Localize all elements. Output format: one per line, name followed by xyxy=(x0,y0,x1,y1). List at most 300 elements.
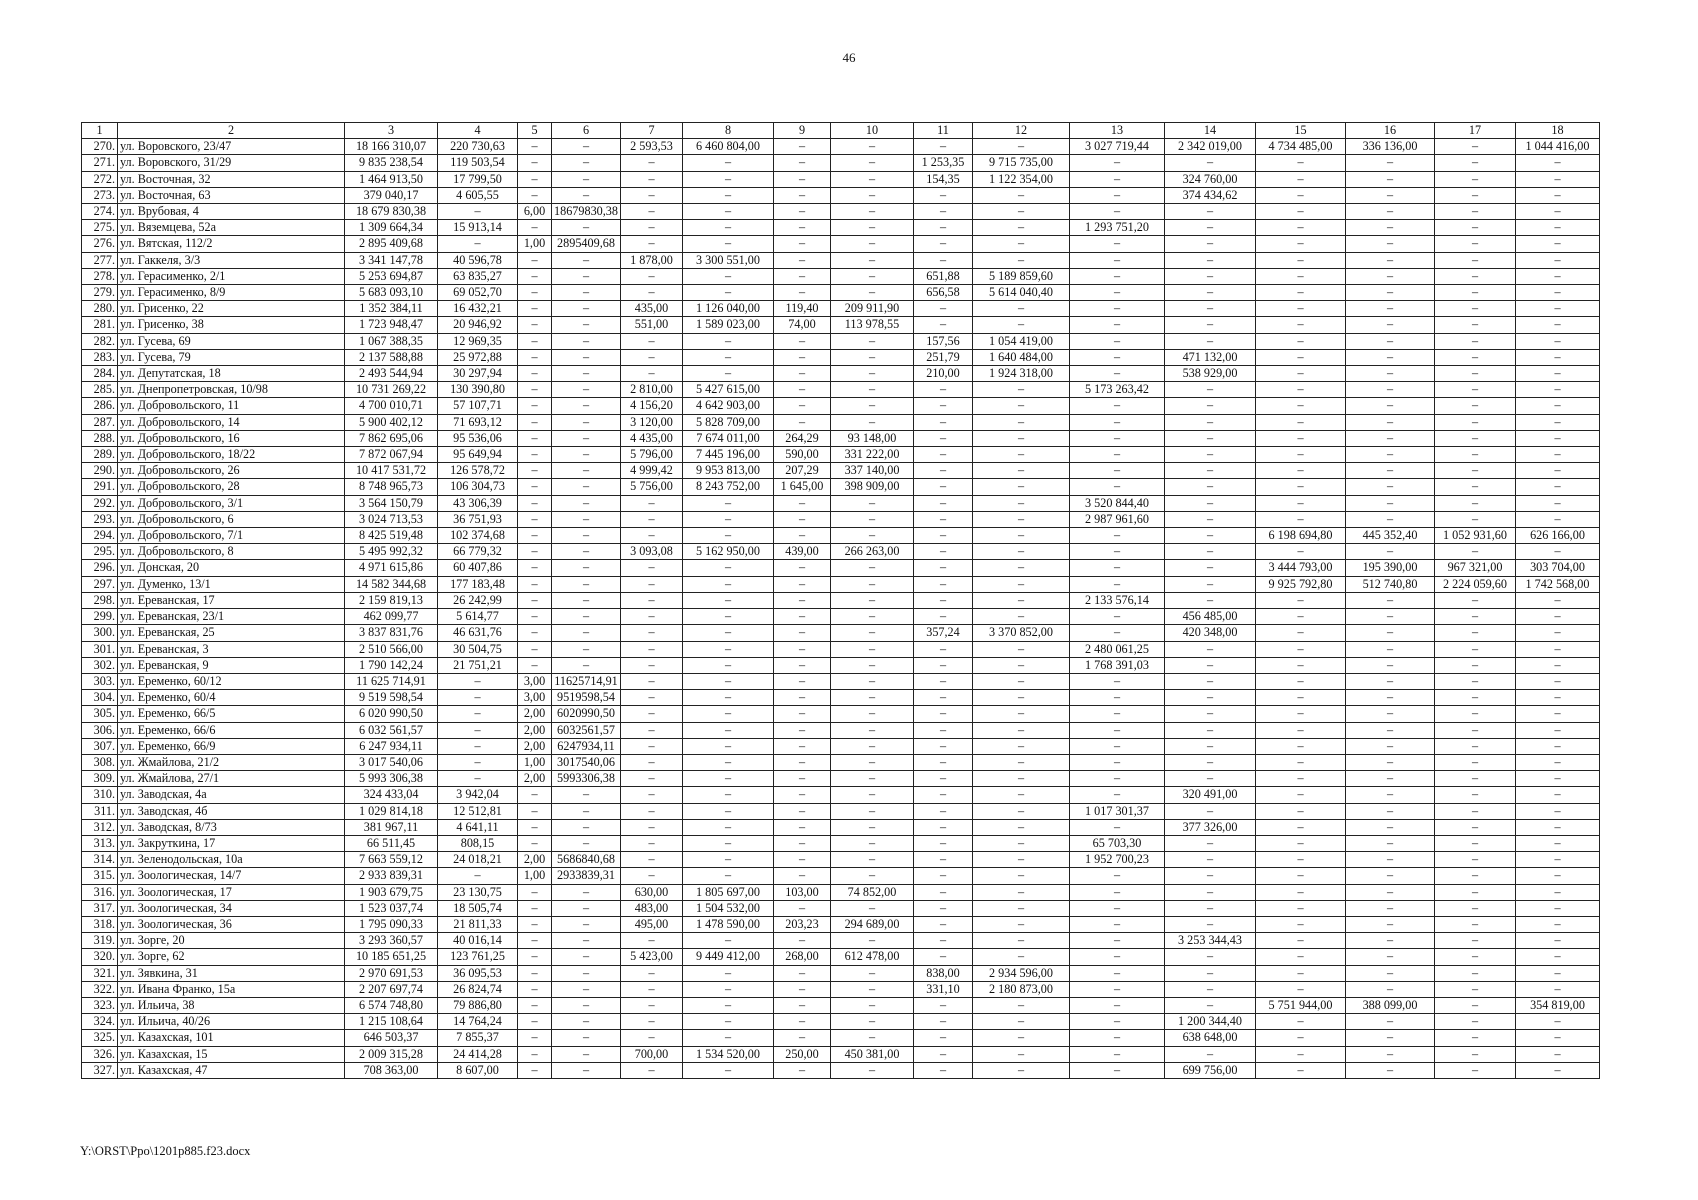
value-cell: – xyxy=(552,544,621,560)
value-cell: 5 614 040,40 xyxy=(972,285,1069,301)
value-cell: – xyxy=(518,139,552,155)
value-cell: – xyxy=(913,754,972,770)
value-cell: 266 263,00 xyxy=(830,544,913,560)
value-cell: 66 779,32 xyxy=(438,544,518,560)
value-cell: – xyxy=(972,803,1069,819)
value-cell: – xyxy=(620,1014,682,1030)
value-cell: – xyxy=(972,690,1069,706)
value-cell: – xyxy=(1164,722,1255,738)
table-row xyxy=(82,1014,1600,1030)
value-cell: – xyxy=(1345,592,1434,608)
value-cell: 5 796,00 xyxy=(620,447,682,463)
value-cell: 2 510 566,00 xyxy=(345,641,438,657)
value-cell: – xyxy=(682,981,773,997)
value-cell: – xyxy=(773,690,830,706)
row-number: 306. xyxy=(82,722,118,738)
row-number: 296. xyxy=(82,560,118,576)
row-number: 276. xyxy=(82,236,118,252)
value-cell: 24 018,21 xyxy=(438,852,518,868)
table-row xyxy=(82,187,1600,203)
value-cell: 381 967,11 xyxy=(345,819,438,835)
value-cell: 1 645,00 xyxy=(773,479,830,495)
value-cell: – xyxy=(1255,495,1345,511)
value-cell: – xyxy=(552,495,621,511)
value-cell: – xyxy=(830,285,913,301)
value-cell: 1 478 590,00 xyxy=(682,916,773,932)
value-cell: 2 895 409,68 xyxy=(345,236,438,252)
value-cell: – xyxy=(773,592,830,608)
value-cell: 1 903 679,75 xyxy=(345,884,438,900)
value-cell: – xyxy=(1515,220,1599,236)
value-cell: – xyxy=(972,852,1069,868)
value-cell: – xyxy=(438,722,518,738)
value-cell: – xyxy=(1255,430,1345,446)
value-cell: – xyxy=(773,220,830,236)
value-cell: – xyxy=(682,835,773,851)
value-cell: – xyxy=(1345,657,1434,673)
value-cell: – xyxy=(552,285,621,301)
address-cell: ул. Казахская, 15 xyxy=(118,1046,345,1062)
value-cell: – xyxy=(1255,1062,1345,1078)
table-row xyxy=(82,463,1600,479)
value-cell: – xyxy=(1515,398,1599,414)
value-cell: – xyxy=(682,852,773,868)
value-cell: – xyxy=(1515,544,1599,560)
row-number: 278. xyxy=(82,268,118,284)
value-cell: 14 764,24 xyxy=(438,1014,518,1030)
value-cell: – xyxy=(830,398,913,414)
table-row xyxy=(82,333,1600,349)
column-header: 15 xyxy=(1255,123,1345,139)
value-cell: – xyxy=(1069,722,1164,738)
value-cell: – xyxy=(1255,479,1345,495)
value-cell: – xyxy=(972,252,1069,268)
value-cell: – xyxy=(518,560,552,576)
value-cell: – xyxy=(830,754,913,770)
value-cell: 471 132,00 xyxy=(1164,349,1255,365)
value-cell: – xyxy=(972,398,1069,414)
value-cell: 1,00 xyxy=(518,236,552,252)
value-cell: 4 999,42 xyxy=(620,463,682,479)
value-cell: – xyxy=(830,528,913,544)
value-cell: 638 648,00 xyxy=(1164,1030,1255,1046)
value-cell: – xyxy=(1434,333,1515,349)
value-cell: – xyxy=(830,171,913,187)
value-cell: – xyxy=(913,933,972,949)
value-cell: – xyxy=(518,625,552,641)
value-cell: – xyxy=(1515,285,1599,301)
value-cell: – xyxy=(1255,657,1345,673)
value-cell: – xyxy=(1515,463,1599,479)
value-cell: 512 740,80 xyxy=(1345,576,1434,592)
value-cell: – xyxy=(830,706,913,722)
address-cell: ул. Закруткина, 17 xyxy=(118,835,345,851)
value-cell: – xyxy=(682,1030,773,1046)
value-cell: – xyxy=(1255,155,1345,171)
value-cell: – xyxy=(1515,430,1599,446)
value-cell: 4 700 010,71 xyxy=(345,398,438,414)
value-cell: – xyxy=(1255,398,1345,414)
value-cell: – xyxy=(518,220,552,236)
value-cell: – xyxy=(518,414,552,430)
value-cell: – xyxy=(518,447,552,463)
value-cell: – xyxy=(913,430,972,446)
value-cell: – xyxy=(1164,333,1255,349)
value-cell: – xyxy=(913,528,972,544)
value-cell: – xyxy=(1434,738,1515,754)
address-cell: ул. Ереванская, 23/1 xyxy=(118,609,345,625)
address-cell: ул. Герасименко, 2/1 xyxy=(118,268,345,284)
value-cell: – xyxy=(913,819,972,835)
value-cell: – xyxy=(620,706,682,722)
value-cell: 8 243 752,00 xyxy=(682,479,773,495)
value-cell: 3 942,04 xyxy=(438,787,518,803)
value-cell: – xyxy=(1069,900,1164,916)
value-cell: – xyxy=(1434,171,1515,187)
value-cell: – xyxy=(1434,366,1515,382)
value-cell: – xyxy=(1434,949,1515,965)
value-cell: – xyxy=(518,317,552,333)
value-cell: 1 054 419,00 xyxy=(972,333,1069,349)
value-cell: – xyxy=(972,673,1069,689)
value-cell: – xyxy=(1255,366,1345,382)
address-cell: ул. Зоологическая, 14/7 xyxy=(118,868,345,884)
value-cell: 71 693,12 xyxy=(438,414,518,430)
value-cell: – xyxy=(1069,479,1164,495)
table-row xyxy=(82,997,1600,1013)
value-cell: – xyxy=(518,301,552,317)
value-cell: – xyxy=(552,835,621,851)
value-cell: – xyxy=(1255,1014,1345,1030)
value-cell: – xyxy=(1345,868,1434,884)
row-number: 294. xyxy=(82,528,118,544)
value-cell: – xyxy=(1255,220,1345,236)
address-cell: ул. Зоологическая, 34 xyxy=(118,900,345,916)
value-cell: 2 934 596,00 xyxy=(972,965,1069,981)
value-cell: – xyxy=(913,787,972,803)
value-cell: 1 293 751,20 xyxy=(1069,220,1164,236)
value-cell: – xyxy=(1069,690,1164,706)
value-cell: 331,10 xyxy=(913,981,972,997)
value-cell: – xyxy=(972,884,1069,900)
value-cell: – xyxy=(1434,835,1515,851)
value-cell: – xyxy=(552,949,621,965)
value-cell: – xyxy=(1164,560,1255,576)
value-cell: – xyxy=(972,819,1069,835)
value-cell: – xyxy=(1515,625,1599,641)
value-cell: – xyxy=(1515,738,1599,754)
value-cell: – xyxy=(552,625,621,641)
value-cell: 1 352 384,11 xyxy=(345,301,438,317)
address-cell: ул. Еременко, 60/12 xyxy=(118,673,345,689)
value-cell: – xyxy=(1164,511,1255,527)
table-row xyxy=(82,933,1600,949)
row-number: 284. xyxy=(82,366,118,382)
value-cell: – xyxy=(913,657,972,673)
value-cell: – xyxy=(1434,220,1515,236)
value-cell: 11 625 714,91 xyxy=(345,673,438,689)
value-cell: 462 099,77 xyxy=(345,609,438,625)
row-number: 319. xyxy=(82,933,118,949)
value-cell: – xyxy=(552,787,621,803)
value-cell: – xyxy=(830,900,913,916)
value-cell: 154,35 xyxy=(913,171,972,187)
value-cell: – xyxy=(972,479,1069,495)
column-header: 17 xyxy=(1434,123,1515,139)
value-cell: – xyxy=(1255,949,1345,965)
value-cell: – xyxy=(620,592,682,608)
value-cell: – xyxy=(1515,1062,1599,1078)
value-cell: – xyxy=(1069,349,1164,365)
value-cell: 6 460 804,00 xyxy=(682,139,773,155)
value-cell: – xyxy=(830,155,913,171)
value-cell: – xyxy=(552,641,621,657)
value-cell: – xyxy=(1345,366,1434,382)
value-cell: – xyxy=(682,625,773,641)
value-cell: – xyxy=(913,852,972,868)
value-cell: 1 768 391,03 xyxy=(1069,657,1164,673)
value-cell: – xyxy=(552,382,621,398)
value-cell: 3 293 360,57 xyxy=(345,933,438,949)
address-cell: ул. Зорге, 20 xyxy=(118,933,345,949)
value-cell: – xyxy=(1515,835,1599,851)
address-cell: ул. Ильича, 40/26 xyxy=(118,1014,345,1030)
value-cell: 24 414,28 xyxy=(438,1046,518,1062)
address-cell: ул. Ереванская, 9 xyxy=(118,657,345,673)
value-cell: – xyxy=(552,171,621,187)
value-cell: 445 352,40 xyxy=(1345,528,1434,544)
value-cell: – xyxy=(773,349,830,365)
row-number: 272. xyxy=(82,171,118,187)
address-cell: ул. Вятская, 112/2 xyxy=(118,236,345,252)
value-cell: – xyxy=(518,366,552,382)
value-cell: – xyxy=(972,754,1069,770)
value-cell: – xyxy=(1164,285,1255,301)
value-cell: 2 137 588,88 xyxy=(345,349,438,365)
value-cell: 10 185 651,25 xyxy=(345,949,438,965)
value-cell: 1 017 301,37 xyxy=(1069,803,1164,819)
row-number: 320. xyxy=(82,949,118,965)
value-cell: 209 911,90 xyxy=(830,301,913,317)
value-cell: – xyxy=(1345,236,1434,252)
value-cell: – xyxy=(1345,803,1434,819)
value-cell: – xyxy=(518,382,552,398)
value-cell: – xyxy=(913,722,972,738)
value-cell: 700,00 xyxy=(620,1046,682,1062)
column-header: 3 xyxy=(345,123,438,139)
value-cell: – xyxy=(972,139,1069,155)
value-cell: – xyxy=(972,1014,1069,1030)
value-cell: – xyxy=(830,349,913,365)
value-cell: 203,23 xyxy=(773,916,830,932)
value-cell: 12 512,81 xyxy=(438,803,518,819)
value-cell: – xyxy=(1515,495,1599,511)
value-cell: – xyxy=(830,803,913,819)
value-cell: – xyxy=(1515,771,1599,787)
value-cell: 2,00 xyxy=(518,852,552,868)
value-cell: 220 730,63 xyxy=(438,139,518,155)
value-cell: – xyxy=(1515,333,1599,349)
value-cell: – xyxy=(1255,787,1345,803)
value-cell: – xyxy=(682,933,773,949)
value-cell: – xyxy=(1515,301,1599,317)
value-cell: 450 381,00 xyxy=(830,1046,913,1062)
value-cell: – xyxy=(1069,333,1164,349)
table-row xyxy=(82,236,1600,252)
value-cell: 113 978,55 xyxy=(830,317,913,333)
column-header: 12 xyxy=(972,123,1069,139)
value-cell: – xyxy=(913,641,972,657)
value-cell: 2,00 xyxy=(518,706,552,722)
value-cell: – xyxy=(1255,414,1345,430)
value-cell: – xyxy=(620,657,682,673)
address-cell: ул. Зоологическая, 17 xyxy=(118,884,345,900)
value-cell: – xyxy=(773,366,830,382)
value-cell: 4 734 485,00 xyxy=(1255,139,1345,155)
value-cell: 1 122 354,00 xyxy=(972,171,1069,187)
value-cell: – xyxy=(518,1062,552,1078)
value-cell: – xyxy=(1345,933,1434,949)
address-cell: ул. Зеленодольская, 10а xyxy=(118,852,345,868)
value-cell: – xyxy=(1515,1014,1599,1030)
value-cell: – xyxy=(1345,511,1434,527)
value-cell: – xyxy=(518,495,552,511)
value-cell: – xyxy=(1164,236,1255,252)
value-cell: – xyxy=(773,738,830,754)
value-cell: 5 751 944,00 xyxy=(1255,997,1345,1013)
table-row xyxy=(82,787,1600,803)
value-cell: – xyxy=(773,333,830,349)
value-cell: 324 433,04 xyxy=(345,787,438,803)
row-number: 305. xyxy=(82,706,118,722)
value-cell: – xyxy=(830,852,913,868)
value-cell: – xyxy=(1255,609,1345,625)
value-cell: 21 811,33 xyxy=(438,916,518,932)
value-cell: – xyxy=(1069,949,1164,965)
value-cell: – xyxy=(518,1014,552,1030)
address-cell: ул. Зоологическая, 36 xyxy=(118,916,345,932)
value-cell: – xyxy=(972,868,1069,884)
value-cell: – xyxy=(1069,609,1164,625)
value-cell: – xyxy=(518,268,552,284)
value-cell: 6020990,50 xyxy=(552,706,621,722)
value-cell: 2 133 576,14 xyxy=(1069,592,1164,608)
value-cell: 23 130,75 xyxy=(438,884,518,900)
value-cell: 25 972,88 xyxy=(438,349,518,365)
row-number: 279. xyxy=(82,285,118,301)
value-cell: – xyxy=(972,1030,1069,1046)
value-cell: – xyxy=(1255,447,1345,463)
value-cell: 2,00 xyxy=(518,722,552,738)
value-cell: – xyxy=(1434,657,1515,673)
value-cell: – xyxy=(830,236,913,252)
value-cell: 456 485,00 xyxy=(1164,609,1255,625)
table-row xyxy=(82,641,1600,657)
value-cell: 337 140,00 xyxy=(830,463,913,479)
value-cell: – xyxy=(1345,1014,1434,1030)
value-cell: – xyxy=(682,349,773,365)
value-cell: – xyxy=(552,965,621,981)
row-number: 289. xyxy=(82,447,118,463)
value-cell: – xyxy=(1255,236,1345,252)
table-row xyxy=(82,690,1600,706)
value-cell: – xyxy=(1434,285,1515,301)
value-cell: – xyxy=(830,609,913,625)
value-cell: – xyxy=(1164,447,1255,463)
value-cell: – xyxy=(620,171,682,187)
table-row xyxy=(82,819,1600,835)
value-cell: – xyxy=(552,1062,621,1078)
address-cell: ул. Герасименко, 8/9 xyxy=(118,285,345,301)
table-row xyxy=(82,268,1600,284)
value-cell: 4 605,55 xyxy=(438,187,518,203)
value-cell: – xyxy=(1434,641,1515,657)
value-cell: – xyxy=(1069,576,1164,592)
value-cell: – xyxy=(1434,900,1515,916)
value-cell: – xyxy=(552,187,621,203)
value-cell: – xyxy=(830,1014,913,1030)
value-cell: 1 805 697,00 xyxy=(682,884,773,900)
value-cell: – xyxy=(1255,673,1345,689)
row-number: 316. xyxy=(82,884,118,900)
value-cell: – xyxy=(620,236,682,252)
value-cell: 6 020 990,50 xyxy=(345,706,438,722)
value-cell: 7 862 695,06 xyxy=(345,430,438,446)
value-cell: – xyxy=(682,187,773,203)
value-cell: – xyxy=(1434,155,1515,171)
value-cell: – xyxy=(773,657,830,673)
table-row xyxy=(82,625,1600,641)
row-number: 274. xyxy=(82,204,118,220)
value-cell: – xyxy=(1255,803,1345,819)
row-number: 314. xyxy=(82,852,118,868)
value-cell: – xyxy=(1164,706,1255,722)
value-cell: – xyxy=(830,382,913,398)
value-cell: – xyxy=(1434,511,1515,527)
value-cell: – xyxy=(682,511,773,527)
value-cell: – xyxy=(773,868,830,884)
value-cell: – xyxy=(518,916,552,932)
value-cell: 398 909,00 xyxy=(830,479,913,495)
value-cell: – xyxy=(552,657,621,673)
value-cell: 21 751,21 xyxy=(438,657,518,673)
value-cell: – xyxy=(972,511,1069,527)
value-cell: – xyxy=(552,981,621,997)
value-cell: – xyxy=(773,754,830,770)
value-cell: – xyxy=(1434,187,1515,203)
value-cell: – xyxy=(1069,981,1164,997)
value-cell: 838,00 xyxy=(913,965,972,981)
value-cell: – xyxy=(1069,204,1164,220)
value-cell: 3 564 150,79 xyxy=(345,495,438,511)
column-header: 16 xyxy=(1345,123,1434,139)
value-cell: – xyxy=(1434,1030,1515,1046)
value-cell: – xyxy=(518,285,552,301)
value-cell: – xyxy=(913,803,972,819)
value-cell: – xyxy=(1069,884,1164,900)
address-cell: ул. Ильича, 38 xyxy=(118,997,345,1013)
value-cell: – xyxy=(913,317,972,333)
value-cell: 5 253 694,87 xyxy=(345,268,438,284)
value-cell: 210,00 xyxy=(913,366,972,382)
value-cell: – xyxy=(1515,868,1599,884)
value-cell: – xyxy=(1434,430,1515,446)
value-cell: 2895409,68 xyxy=(552,236,621,252)
value-cell: 5686840,68 xyxy=(552,852,621,868)
value-cell: – xyxy=(1164,1046,1255,1062)
value-cell: – xyxy=(552,933,621,949)
value-cell: – xyxy=(972,447,1069,463)
